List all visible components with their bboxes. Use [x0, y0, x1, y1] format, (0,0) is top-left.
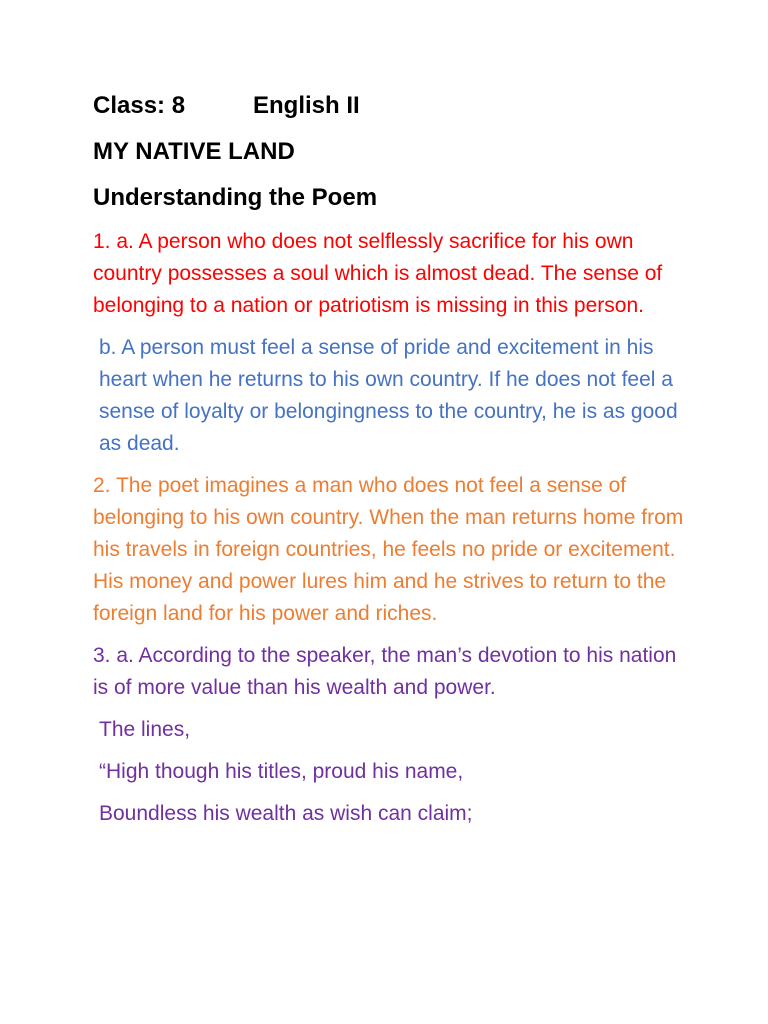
poem-title: MY NATIVE LAND: [93, 138, 295, 165]
subject-label: English II: [253, 92, 360, 119]
quote-line-1: “High though his titles, proud his name,: [99, 760, 464, 783]
quote-line-2: Boundless his wealth as wish can claim;: [99, 802, 473, 825]
class-label: Class: 8: [93, 92, 186, 119]
answer-1b: b. A person must feel a sense of pride and excitement in his heart when he returns to his own country. If he does not feel a sense of loyalty or belongingness to the country, he is as good as dead.: [99, 336, 678, 455]
section-heading: Understanding the Poem: [93, 184, 378, 211]
class-heading: [93, 90, 693, 122]
lines-intro: The lines,: [99, 718, 191, 741]
answer-1a: 1. a. A person who does not selflessly sacrifice for his own country possesses a soul which is almost dead. The sense of belonging to a nation or patriotism is missing in this person.: [93, 230, 663, 317]
answer-3a: 3. a. According to the speaker, the man’s devotion to his nation is of more value than his wealth and power.: [93, 644, 677, 699]
answer-2: 2. The poet imagines a man who does not feel a sense of belonging to his own country. When the man returns home from his travels in foreign countries, he feels no pride or excitement. His money and power lures him and he strives to return to the foreign land for his power and riches.: [93, 474, 684, 625]
document-body: [93, 90, 693, 840]
